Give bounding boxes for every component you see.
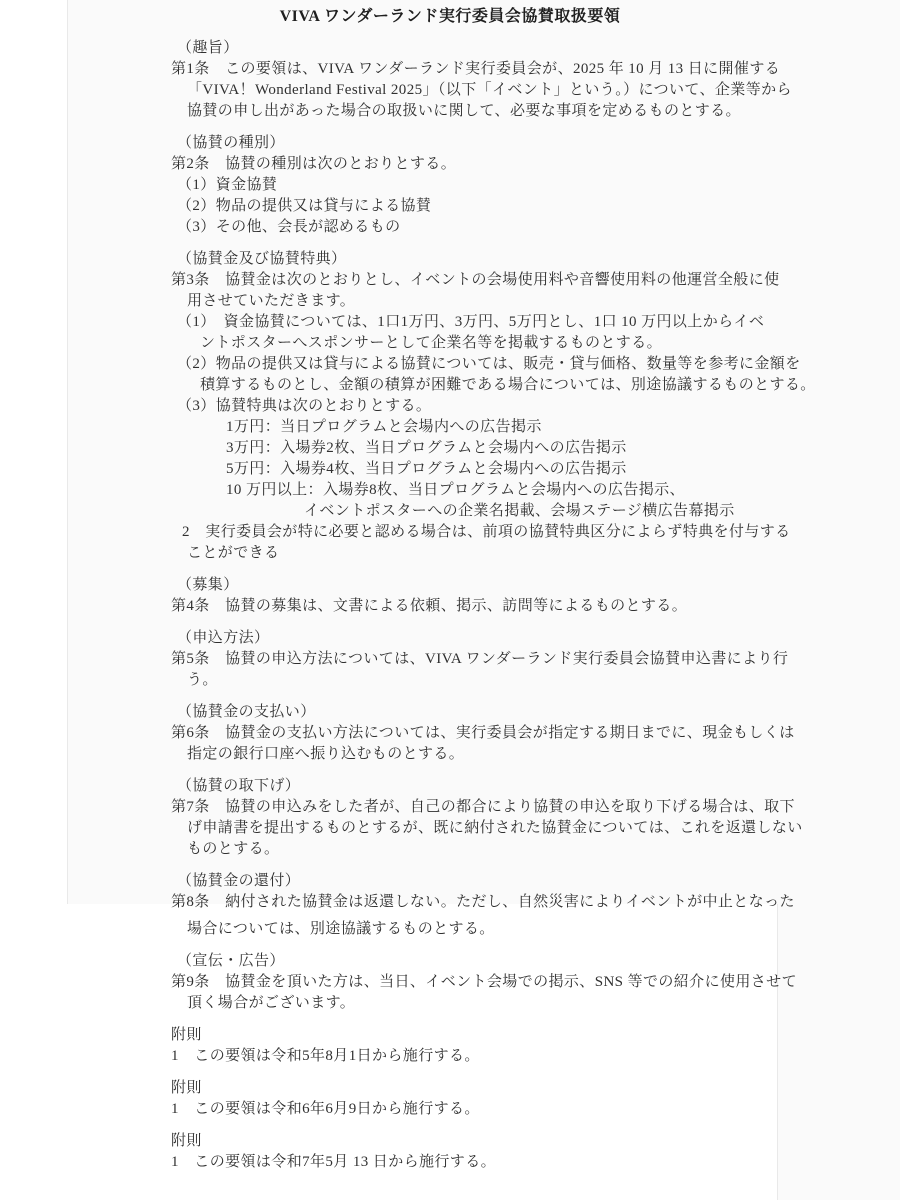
section-heading-moshikomi: （申込方法） (177, 630, 270, 646)
article-2-item: （2）物品の提供又は貸与による協賛 (177, 198, 432, 214)
article-6-line: 指定の銀行口座へ振り込むものとする。 (187, 746, 465, 762)
benefit-tier: 1万円：当日プログラムと会場内への広告掲示 (226, 419, 542, 435)
article-3-line: 用させていただきます。 (187, 293, 356, 309)
document-body (0, 38, 900, 1173)
fusoku-line: 1 この要領は令和7年5月 13 日から施行する。 (171, 1154, 497, 1170)
fusoku-heading: 附則 (171, 1133, 202, 1149)
article-2-line: 第2条 協賛の種別は次のとおりとする。 (171, 156, 457, 172)
benefit-tier: イベントポスターへの企業名掲載、会場ステージ横広告幕掲示 (304, 503, 735, 519)
article-1-line: 「VIVA！Wonderland Festival 2025」（以下「イベント」という。）について、企業等から (187, 82, 792, 98)
article-3-item: （1） 資金協賛については、1口1万円、3万円、5万円とし、1口 10 万円以上からイベ (177, 314, 765, 330)
document-title: VIVA ワンダーランド実行委員会協賛取扱要領 (279, 8, 621, 25)
article-3-item: 積算するものとし、金額の積算が困難である場合については、別途協議するものとする。 (200, 377, 816, 393)
fusoku-heading: 附則 (171, 1080, 202, 1096)
article-3-line: 第3条 協賛金は次のとおりとし、イベントの会場使用料や音響使用料の他運営全般に使 (171, 272, 780, 288)
section-heading-shiharai: （協賛金の支払い） (177, 704, 316, 720)
section-heading-kanpu: （協賛金の還付） (177, 873, 301, 889)
section-heading-kyosankin-tokuten: （協賛金及び協賛特典） (177, 251, 347, 267)
article-7-line: 第7条 協賛の申込みをした者が、自己の都合により協賛の申込を取り下げる場合は、取下 (171, 799, 795, 815)
benefit-tier: 3万円：入場券2枚、当日プログラムと会場内への広告掲示 (226, 440, 627, 456)
article-6-line: 第6条 協賛金の支払い方法については、実行委員会が指定する期日までに、現金もしくは (171, 725, 795, 741)
article-9-line: 頂く場合がございます。 (187, 995, 356, 1011)
section-heading-torisage: （協賛の取下げ） (177, 778, 301, 794)
article-3-item: （3）協賛特典は次のとおりとする。 (177, 398, 432, 414)
fusoku-line: 1 この要領は令和5年8月1日から施行する。 (171, 1048, 480, 1064)
article-2-item: （3）その他、会長が認めるもの (177, 219, 401, 235)
article-3-paragraph-2: ことができる (187, 545, 280, 561)
article-7-line: げ申請書を提出するものとするが、既に納付された協賛金については、これを返還しない (187, 820, 803, 836)
article-8-line: 場合については、別途協議するものとする。 (187, 921, 495, 937)
article-3-item: （2）物品の提供又は貸与による協賛については、販売・貸与価格、数量等を参考に金額を (177, 356, 801, 372)
article-9-line: 第9条 協賛金を頂いた方は、当日、イベント会場での掲示、SNS 等での紹介に使用させて (171, 974, 797, 990)
section-heading-shubetsu: （協賛の種別） (177, 135, 285, 151)
benefit-tier: 5万円：入場券4枚、当日プログラムと会場内への広告掲示 (226, 461, 627, 477)
document-content (0, 6, 900, 1173)
section-heading-senden: （宣伝・広告） (177, 953, 285, 969)
article-1-line: 第1条 この要領は、VIVA ワンダーランド実行委員会が、2025 年 10 月 13 日に開催する (171, 61, 781, 77)
article-3-item: ントポスターへスポンサーとして企業名等を掲載するものとする。 (200, 335, 663, 351)
fusoku-heading: 附則 (171, 1027, 202, 1043)
article-2-item: （1）資金協賛 (177, 177, 278, 193)
article-8-line: 第8条 納付された協賛金は返還しない。ただし、自然災害によりイベントが中止となった (171, 894, 795, 910)
fusoku-line: 1 この要領は令和6年6月9日から施行する。 (171, 1101, 480, 1117)
article-5-line: う。 (187, 672, 218, 688)
section-heading-shushi: （趣旨） (177, 40, 239, 56)
article-3-paragraph-2: 2 実行委員会が特に必要と認める場合は、前項の協賛特典区分によらず特典を付与する (182, 524, 791, 540)
section-heading-boshu: （募集） (177, 577, 239, 593)
article-7-line: ものとする。 (187, 841, 280, 857)
article-1-line: 協賛の申し出があった場合の取扱いに関して、必要な事項を定めるものとする。 (187, 103, 741, 119)
article-4-line: 第4条 協賛の募集は、文書による依頼、掲示、訪問等によるものとする。 (171, 598, 688, 614)
article-5-line: 第5条 協賛の申込方法については、VIVA ワンダーランド実行委員会協賛申込書により行 (171, 651, 789, 667)
benefit-tier: 10 万円以上：入場券8枚、当日プログラムと会場内への広告掲示、 (226, 482, 685, 498)
